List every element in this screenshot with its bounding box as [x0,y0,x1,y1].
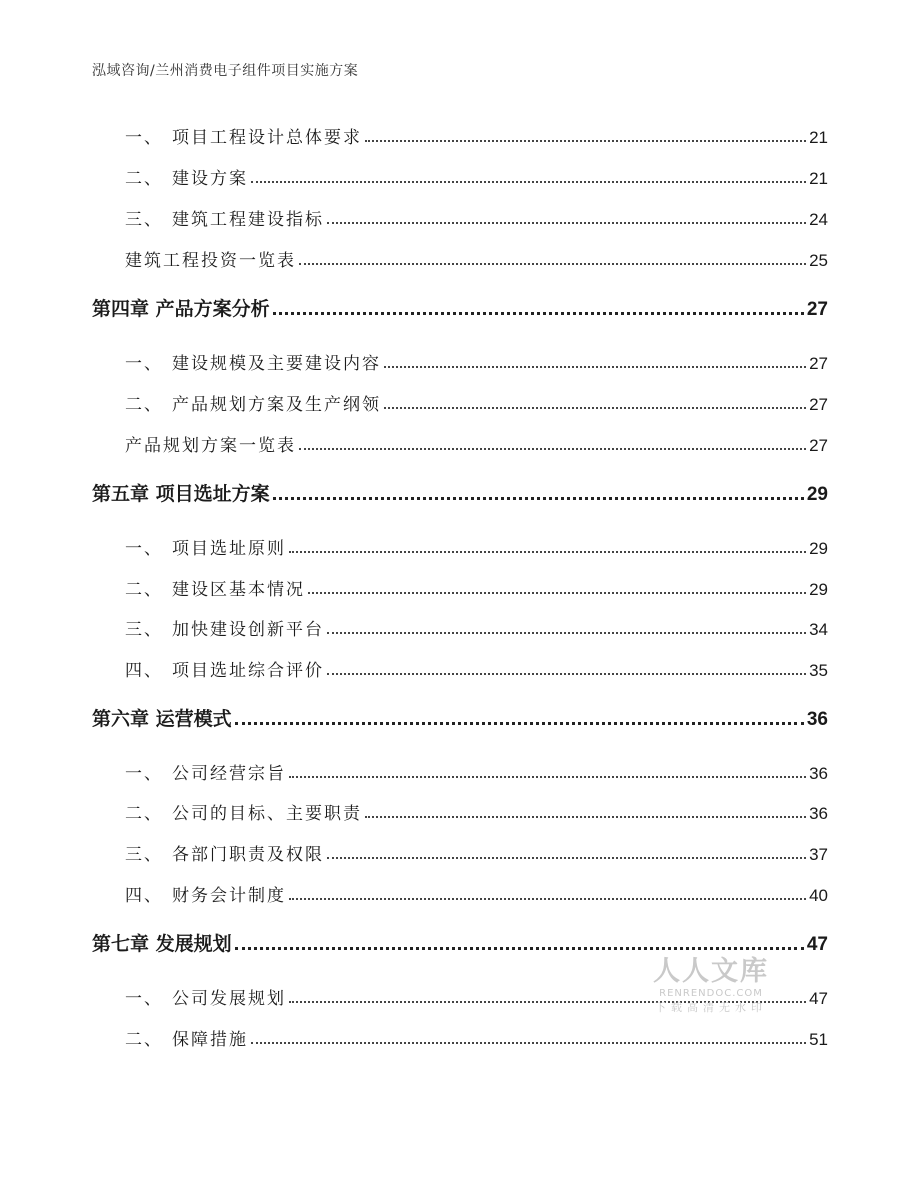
toc-entry-number: 四、 [125,661,163,681]
toc-entry[interactable] [0,350,920,374]
toc-entry-title: 产品规划方案一览表 [125,436,296,456]
toc-entry-label [125,575,305,600]
dot-leader [308,592,806,594]
toc-entry-title: 公司经营宗旨 [172,764,286,784]
dot-leader [384,366,806,368]
toc-page-number: 47 [809,989,828,1008]
toc-entry-label [125,349,381,374]
toc-entry-label [125,123,362,148]
dot-leader [365,140,806,142]
toc-entry[interactable] [0,657,920,681]
toc-entry-label [125,164,248,189]
toc-entry-number: 二、 [125,580,163,600]
toc-entry-number: 第四章 [92,298,150,320]
toc-page-number: 27 [806,299,828,320]
toc-entry-title: 建设方案 [172,169,248,189]
toc-entry-number: 二、 [125,1030,163,1050]
toc-page-number: 21 [809,128,828,147]
toc-entry[interactable] [0,165,920,189]
dot-leader [251,1042,806,1044]
toc-page-number: 36 [806,709,828,730]
toc-entry-title: 运营模式 [155,708,232,730]
toc-entry-title: 建筑工程投资一览表 [125,251,296,271]
toc-entry-number: 二、 [125,804,163,824]
toc-entry-label [125,840,324,865]
toc-entry[interactable] [0,985,920,1009]
toc-entry-number: 三、 [125,620,163,640]
toc-entry[interactable] [0,616,920,640]
toc-entry-number: 一、 [125,764,163,784]
dot-leader [384,407,806,409]
toc-entry-label [125,615,324,640]
toc-entry[interactable] [0,576,920,600]
toc-entry-label [125,205,324,230]
toc-page-number: 34 [809,620,828,639]
toc-page-number: 40 [809,886,828,905]
toc-page-number: 27 [809,395,828,414]
toc-entry[interactable] [0,247,920,271]
toc-entry[interactable] [0,432,920,456]
dot-leader [327,673,806,675]
toc-entry-label [92,479,270,506]
toc-chapter-entry[interactable] [0,707,920,731]
toc-entry-title: 建设区基本情况 [172,580,305,600]
toc-entry-label [92,929,232,956]
dot-leader [299,448,806,450]
toc-entry-label [125,984,286,1009]
dot-leader [273,312,804,315]
toc-entry-title: 公司发展规划 [172,989,286,1009]
toc-chapter-entry[interactable] [0,932,920,956]
dot-leader [299,263,806,265]
toc-entry-title: 加快建设创新平台 [172,620,324,640]
toc-entry-title: 发展规划 [155,933,232,955]
toc-entry-label [92,704,232,731]
toc-entry[interactable] [0,391,920,415]
dot-leader [365,816,806,818]
dot-leader [273,497,804,500]
toc-page-number: 36 [809,764,828,783]
toc-page-number: 25 [809,251,828,270]
toc-entry-title: 产品方案分析 [155,298,270,320]
toc-entry-number: 一、 [125,539,163,559]
toc-entry-number: 二、 [125,395,163,415]
toc-page-number: 27 [809,354,828,373]
dot-leader [289,898,806,900]
toc-entry[interactable] [0,535,920,559]
toc-entry[interactable] [0,124,920,148]
toc-entry[interactable] [0,800,920,824]
running-header: 泓域咨询/兰州消费电子组件项目实施方案 [92,63,359,79]
toc-page-number: 51 [809,1030,828,1049]
toc-entry-title: 项目选址方案 [155,483,270,505]
toc-page-number: 37 [809,845,828,864]
toc-entry-label [125,390,381,415]
toc-entry-label [125,534,286,559]
dot-leader [327,632,806,634]
toc-entry-title: 公司的目标、主要职责 [172,804,362,824]
toc-entry-title: 保障措施 [172,1030,248,1050]
toc-entry-number: 三、 [125,210,163,230]
toc-page-number: 29 [806,484,828,505]
toc-entry-number: 四、 [125,886,163,906]
toc-entry-number: 一、 [125,128,163,148]
toc-entry-label [125,656,324,681]
toc-entry-title: 各部门职责及权限 [172,845,324,865]
toc-page-number: 47 [806,934,828,955]
toc-entry-label [125,431,296,456]
toc-entry-number: 一、 [125,989,163,1009]
toc-entry-number: 一、 [125,354,163,374]
toc-entry-number: 二、 [125,169,163,189]
toc-page-number: 27 [809,436,828,455]
toc-entry-title: 建筑工程建设指标 [172,210,324,230]
watermark-title: 人人文库 [653,956,769,987]
toc-entry-number: 第六章 [92,708,150,730]
toc-page-number: 29 [809,580,828,599]
toc-entry-title: 项目工程设计总体要求 [172,128,362,148]
toc-page-number: 36 [809,804,828,823]
toc-entry-title: 产品规划方案及生产纲领 [172,395,381,415]
toc-entry[interactable] [0,760,920,784]
toc-entry-number: 第五章 [92,483,150,505]
dot-leader [327,857,806,859]
toc-entry[interactable] [0,1026,920,1050]
toc-page-number: 21 [809,169,828,188]
toc-chapter-entry[interactable] [0,482,920,506]
toc-page-number: 24 [809,210,828,229]
toc-entry[interactable] [0,841,920,865]
toc-entry[interactable] [0,206,920,230]
dot-leader [327,222,806,224]
watermark-tagline: 下载高清无水印 [655,1001,767,1014]
watermark-site: RENRENDOC.COM [659,988,763,999]
toc-entry-label [125,881,286,906]
dot-leader [289,551,806,553]
dot-leader [235,947,804,950]
toc-entry-title: 项目选址原则 [172,539,286,559]
toc-entry-title: 建设规模及主要建设内容 [172,354,381,374]
dot-leader [251,181,806,183]
dot-leader [289,1001,806,1003]
toc-entry-label [125,799,362,824]
toc-page-number: 35 [809,661,828,680]
toc-entry[interactable] [0,882,920,906]
dot-leader [235,722,804,725]
toc-entry-title: 项目选址综合评价 [172,661,324,681]
toc-entry-label [125,246,296,271]
toc-entry-number: 三、 [125,845,163,865]
toc-entry-label [92,294,270,321]
toc-page-number: 29 [809,539,828,558]
toc-entry-label [125,759,286,784]
toc-entry-number: 第七章 [92,933,150,955]
toc-entry-title: 财务会计制度 [172,886,286,906]
dot-leader [289,776,806,778]
toc-entry-label [125,1025,248,1050]
toc-chapter-entry[interactable] [0,297,920,321]
